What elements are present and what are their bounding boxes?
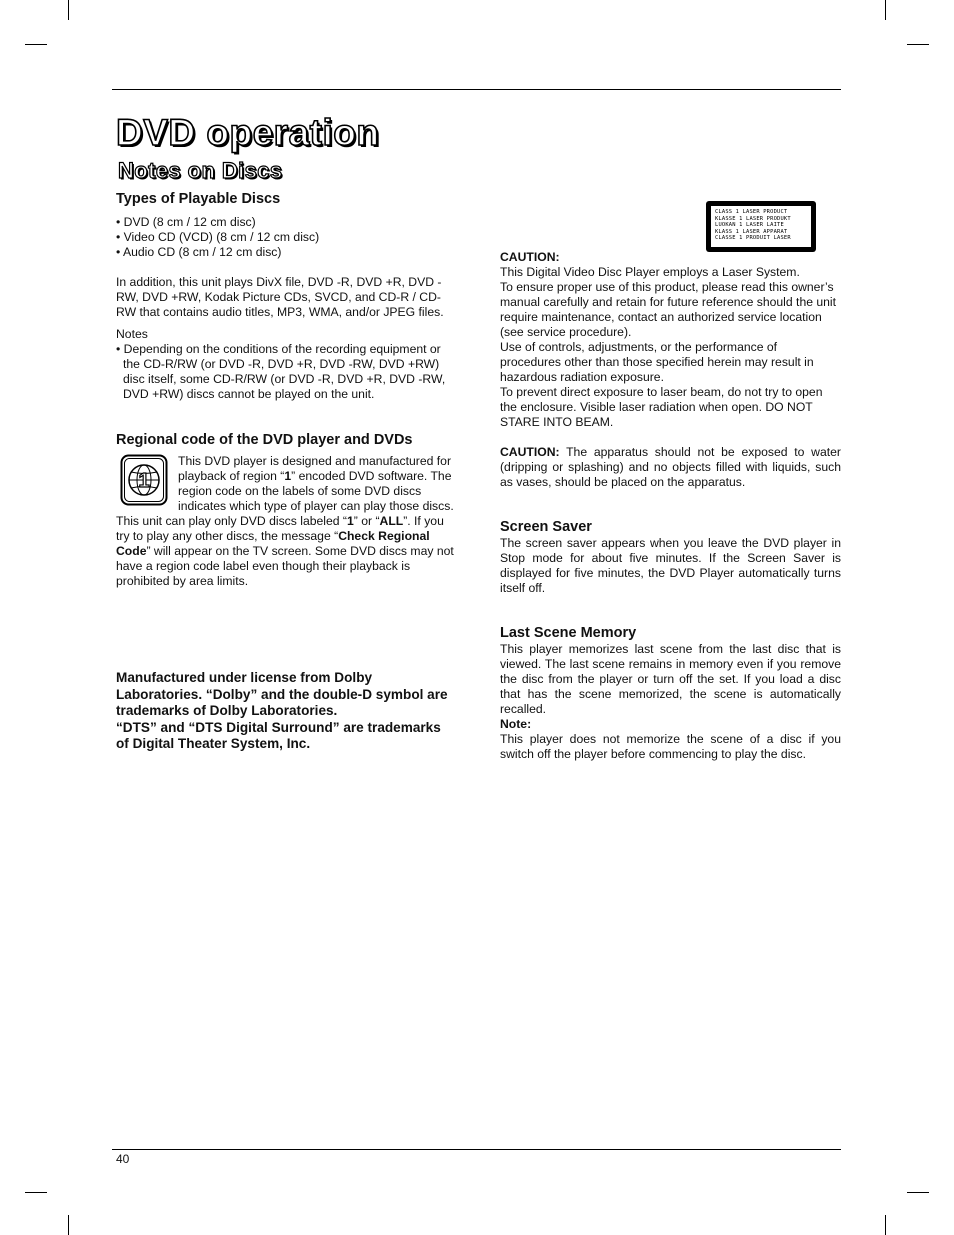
additional-formats-text: In addition, this unit plays DivX file, DVD -R, DVD +R, DVD -RW, DVD +RW, Kodak Picture CDs, SVCD, and CD-R / CD-RW that contains audio titles, MP3, WMA, and/or JPEG files. [116, 275, 444, 319]
crop-mark [907, 1192, 929, 1193]
crop-mark [25, 1192, 47, 1193]
crop-mark [25, 44, 47, 45]
page-number: 40 [116, 1152, 130, 1166]
crop-mark [885, 1215, 886, 1235]
caution-text: To ensure proper use of this product, please read this owner’s manual carefully and retain for future reference should the unit require maintenance, contact an authorized service location (see service procedure). [500, 280, 837, 339]
disc-type-item: • DVD (8 cm / 12 cm disc) [116, 215, 256, 229]
disc-type-item: • Audio CD (8 cm / 12 cm disc) [116, 245, 282, 259]
license-notice [116, 670, 456, 753]
crop-mark [68, 0, 69, 20]
top-rule [112, 89, 841, 90]
laser-label-line: CLASS 1 LASER PRODUCT [715, 209, 788, 215]
screen-saver-text: The screen saver appears when you leave the DVD player in Stop mode for about five minutes. If the Screen Saver is displayed for five minutes, the DVD Player automatically turns itself off. [500, 536, 841, 595]
region-block [116, 454, 456, 589]
last-scene-text: This player memorizes last scene from the last disc that is viewed. The last scene remains in memory even if you remove the disc from the player or turn off the set. If you load a disc that has the scene memorized, the scene is automatically recalled. [500, 642, 841, 716]
disc-type-list [116, 215, 456, 260]
laser-label-line: CLASSE 1 PRODUIT LASER [715, 235, 791, 241]
laser-class-label [706, 201, 816, 252]
bottom-rule [112, 1149, 841, 1150]
section-title: Notes on Discs [118, 158, 283, 183]
types-heading: Types of Playable Discs [116, 191, 281, 207]
note-text: This player does not memorize the scene of a disc if you switch off the player before commencing to play the disc. [500, 732, 841, 761]
caution-text: To prevent direct exposure to laser beam, do not try to open the enclosure. Visible laser radiation when open. DO NOT STARE INTO BEAM. [500, 385, 823, 429]
caution-water-text: CAUTION: The apparatus should not be exposed to water (dripping or splashing) and no objects filled with liquids, such as vases, should be placed on the apparatus. [500, 445, 841, 489]
left-column [116, 190, 456, 589]
region-number: 1 [138, 470, 150, 492]
screen-saver-heading: Screen Saver [500, 519, 592, 535]
laser-label-line: KLASSE 1 LASER PRODUKT [715, 215, 791, 222]
region-heading: Regional code of the DVD player and DVDs [116, 432, 413, 448]
notes-label: Notes [116, 327, 148, 341]
dts-trademark-text: “DTS” and “DTS Digital Surround” are trademarks of Digital Theater System, Inc. [116, 719, 441, 751]
region-globe-icon [120, 454, 168, 506]
notes-text: • Depending on the conditions of the recording equipment or the CD-R/RW (or DVD -R, DVD +R, DVD -RW, DVD +RW) disc itself, some CD-R/RW (or DVD -R, DVD +R, DVD -RW, DVD +RW) discs cannot be played on the unit. [116, 342, 446, 401]
caution-text: Use of controls, adjustments, or the performance of procedures other than those specified herein may result in hazardous radiation exposure. [500, 340, 814, 384]
laser-label-line: LUOKAN 1 LASER LAITE [715, 222, 784, 228]
dolby-trademark-text: Manufactured under license from Dolby Laboratories. “Dolby” and the double-D symbol are trademarks of Dolby Laboratories. [116, 670, 448, 718]
page-title: DVD operation [116, 112, 380, 153]
disc-type-item: • Video CD (VCD) (8 cm / 12 cm disc) [116, 230, 320, 244]
note-label: Note: [500, 717, 532, 731]
crop-mark [68, 1215, 69, 1235]
last-scene-heading: Last Scene Memory [500, 625, 637, 641]
region-text: This DVD player is designed and manufactured for playback of region “1” encoded DVD software. The region code on the labels of some DVD discs indicates which type of player can play those discs. This unit can play only DVD discs labeled “1” or “ALL”. If you try to play any other discs, the message “Check Regional Code” will appear on the TV screen. Some DVD discs may not have a region code label even though their playback is prohibited by area limits. [116, 454, 454, 588]
caution-text: This Digital Video Disc Player employs a Laser System. [500, 265, 800, 279]
crop-mark [907, 44, 929, 45]
caution-label: CAUTION: [500, 250, 560, 264]
laser-label-line: KLASS 1 LASER APPARAT [715, 228, 788, 235]
crop-mark [885, 0, 886, 20]
right-column [500, 250, 841, 762]
